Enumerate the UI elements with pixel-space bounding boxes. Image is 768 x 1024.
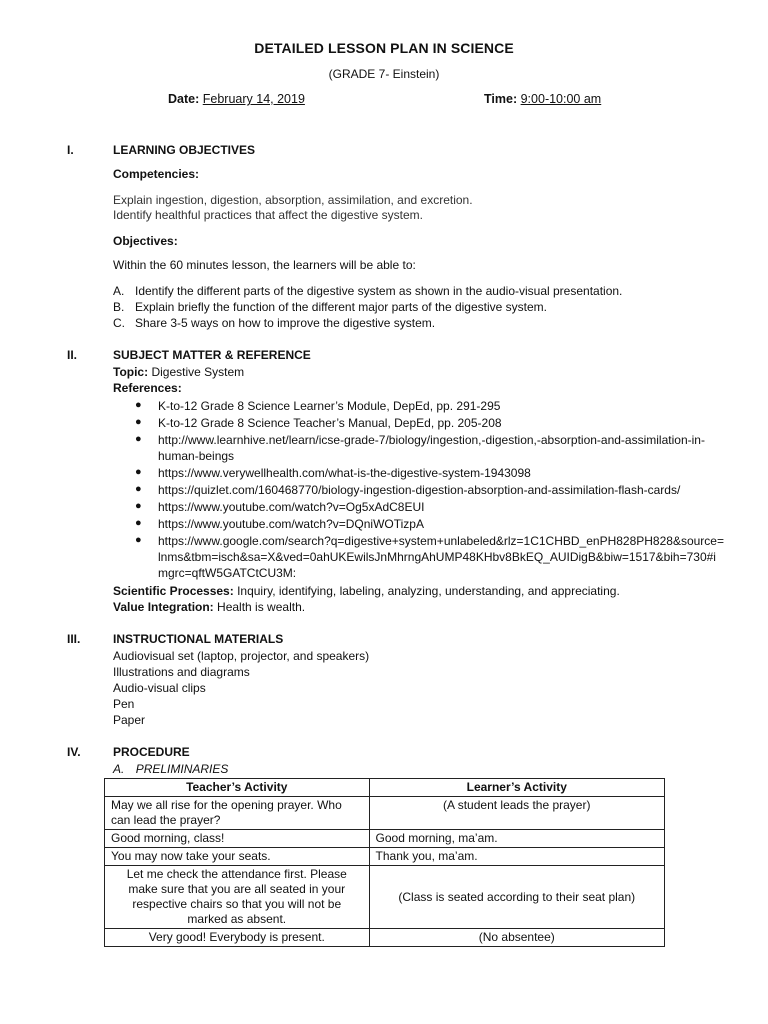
time-value: 9:00-10:00 am (520, 92, 602, 106)
processes-value: Inquiry, identifying, labeling, analyzing, understanding, and appreciating. (237, 584, 620, 598)
reference-item: K-to-12 Grade 8 Science Teacher’s Manual, DepEd, pp. 205-208 (158, 416, 502, 430)
learner-cell: Good morning, ma’am. (369, 830, 664, 848)
section-3-title: INSTRUCTIONAL MATERIALS (113, 632, 284, 646)
objective-item: Share 3-5 ways on how to improve the digestive system. (135, 316, 436, 330)
objective-item: Explain briefly the function of the different major parts of the digestive system. (135, 300, 547, 314)
competencies-label: Competencies: (113, 167, 200, 181)
bullet-icon: ● (135, 466, 142, 478)
table-row (105, 797, 665, 830)
bullet-icon: ● (135, 416, 142, 428)
topic-line (113, 365, 244, 379)
bullet-icon: ● (135, 433, 142, 445)
table-row (105, 830, 665, 848)
document-title: DETAILED LESSON PLAN IN SCIENCE (254, 40, 514, 56)
material-item: Pen (113, 697, 135, 711)
time-line (484, 92, 601, 106)
date-line (168, 92, 305, 106)
bullet-icon: ● (135, 500, 142, 512)
procedure-table (104, 778, 665, 947)
teacher-cell: Let me check the attendance first. Please make sure that you are all seated in your respective chairs so that you will not be marked as absent. (105, 866, 370, 929)
value-line (113, 600, 305, 614)
document-subtitle: (GRADE 7- Einstein) (328, 67, 440, 81)
reference-item: https://www.youtube.com/watch?v=DQniWOTizpA (158, 517, 424, 531)
section-2-number: II. (67, 348, 78, 362)
reference-item: https://quizlet.com/160468770/biology-ingestion-digestion-absorption-and-assimilation-flash-cards/ (158, 483, 681, 497)
material-item: Audiovisual set (laptop, projector, and speakers) (113, 649, 370, 663)
teacher-cell: You may now take your seats. (105, 848, 370, 866)
table-header-learner: Learner’s Activity (369, 779, 664, 797)
section-1-number: I. (67, 143, 74, 157)
objectives-intro: Within the 60 minutes lesson, the learners will be able to: (113, 258, 416, 272)
table-row (105, 929, 665, 947)
reference-item: https://www.verywellhealth.com/what-is-the-digestive-system-1943098 (158, 466, 531, 480)
objectives-label: Objectives: (113, 234, 178, 248)
learner-cell: (No absentee) (369, 929, 664, 947)
subsection-title: PRELIMINARIES (135, 762, 229, 776)
teacher-cell: Good morning, class! (105, 830, 370, 848)
table-row (105, 848, 665, 866)
bullet-icon: ● (135, 399, 142, 411)
objective-item: Identify the different parts of the digestive system as shown in the audio-visual presentation. (135, 284, 623, 298)
section-2-title: SUBJECT MATTER & REFERENCE (113, 348, 311, 362)
learner-cell: (Class is seated according to their seat plan) (369, 866, 664, 929)
bullet-icon: ● (135, 483, 142, 495)
table-header-teacher: Teacher’s Activity (105, 779, 370, 797)
bullet-icon: ● (135, 534, 142, 546)
objective-mark: B. (113, 300, 125, 314)
value-value: Health is wealth. (217, 600, 306, 614)
topic-value: Digestive System (151, 365, 245, 379)
competency-item: Identify healthful practices that affect the digestive system. (113, 208, 423, 222)
date-value: February 14, 2019 (202, 92, 305, 106)
reference-item: https://www.google.com/search?q=digestive+system+unlabeled&rlz=1C1CHBD_enPH828PH828&source=lnms&tbm=isch&sa=X&ved=0ahUKEwilsJnMhrngAhUMP48KHbv8BkEQ_AUIDigB&biw=1517&bih=730#imgrc=qftW5GATCtCU3M: (158, 534, 724, 580)
reference-item: K-to-12 Grade 8 Science Learner’s Module, DepEd, pp. 291-295 (158, 399, 501, 413)
processes-line (113, 584, 620, 598)
processes-label: Scientific Processes: (113, 584, 234, 598)
section-1-title: LEARNING OBJECTIVES (113, 143, 256, 157)
teacher-cell: Very good! Everybody is present. (105, 929, 370, 947)
reference-item: https://www.youtube.com/watch?v=Og5xAdC8EUI (158, 500, 425, 514)
table-header-row (105, 779, 665, 797)
learner-cell: Thank you, ma’am. (369, 848, 664, 866)
section-3-number: III. (67, 632, 81, 646)
subsection-heading (113, 762, 228, 776)
value-label: Value Integration: (113, 600, 214, 614)
material-item: Illustrations and diagrams (113, 665, 250, 679)
section-4-number: IV. (67, 745, 81, 759)
objective-mark: C. (113, 316, 125, 330)
references-label: References: (113, 381, 182, 395)
reference-item: http://www.learnhive.net/learn/icse-grade-7/biology/ingestion,-digestion,-absorption-and-assimilation-in-human-beings (158, 433, 705, 463)
teacher-cell: May we all rise for the opening prayer. Who can lead the prayer? (105, 797, 370, 830)
section-4-title: PROCEDURE (113, 745, 190, 759)
learner-cell: (A student leads the prayer) (369, 797, 664, 830)
competency-item: Explain ingestion, digestion, absorption, assimilation, and excretion. (113, 193, 473, 207)
date-label: Date: (168, 92, 200, 106)
material-item: Paper (113, 713, 146, 727)
table-row (105, 866, 665, 929)
topic-label: Topic: (113, 365, 149, 379)
bullet-icon: ● (135, 517, 142, 529)
material-item: Audio-visual clips (113, 681, 206, 695)
time-label: Time: (484, 92, 518, 106)
subsection-mark: A. (113, 762, 125, 776)
objective-mark: A. (113, 284, 125, 298)
